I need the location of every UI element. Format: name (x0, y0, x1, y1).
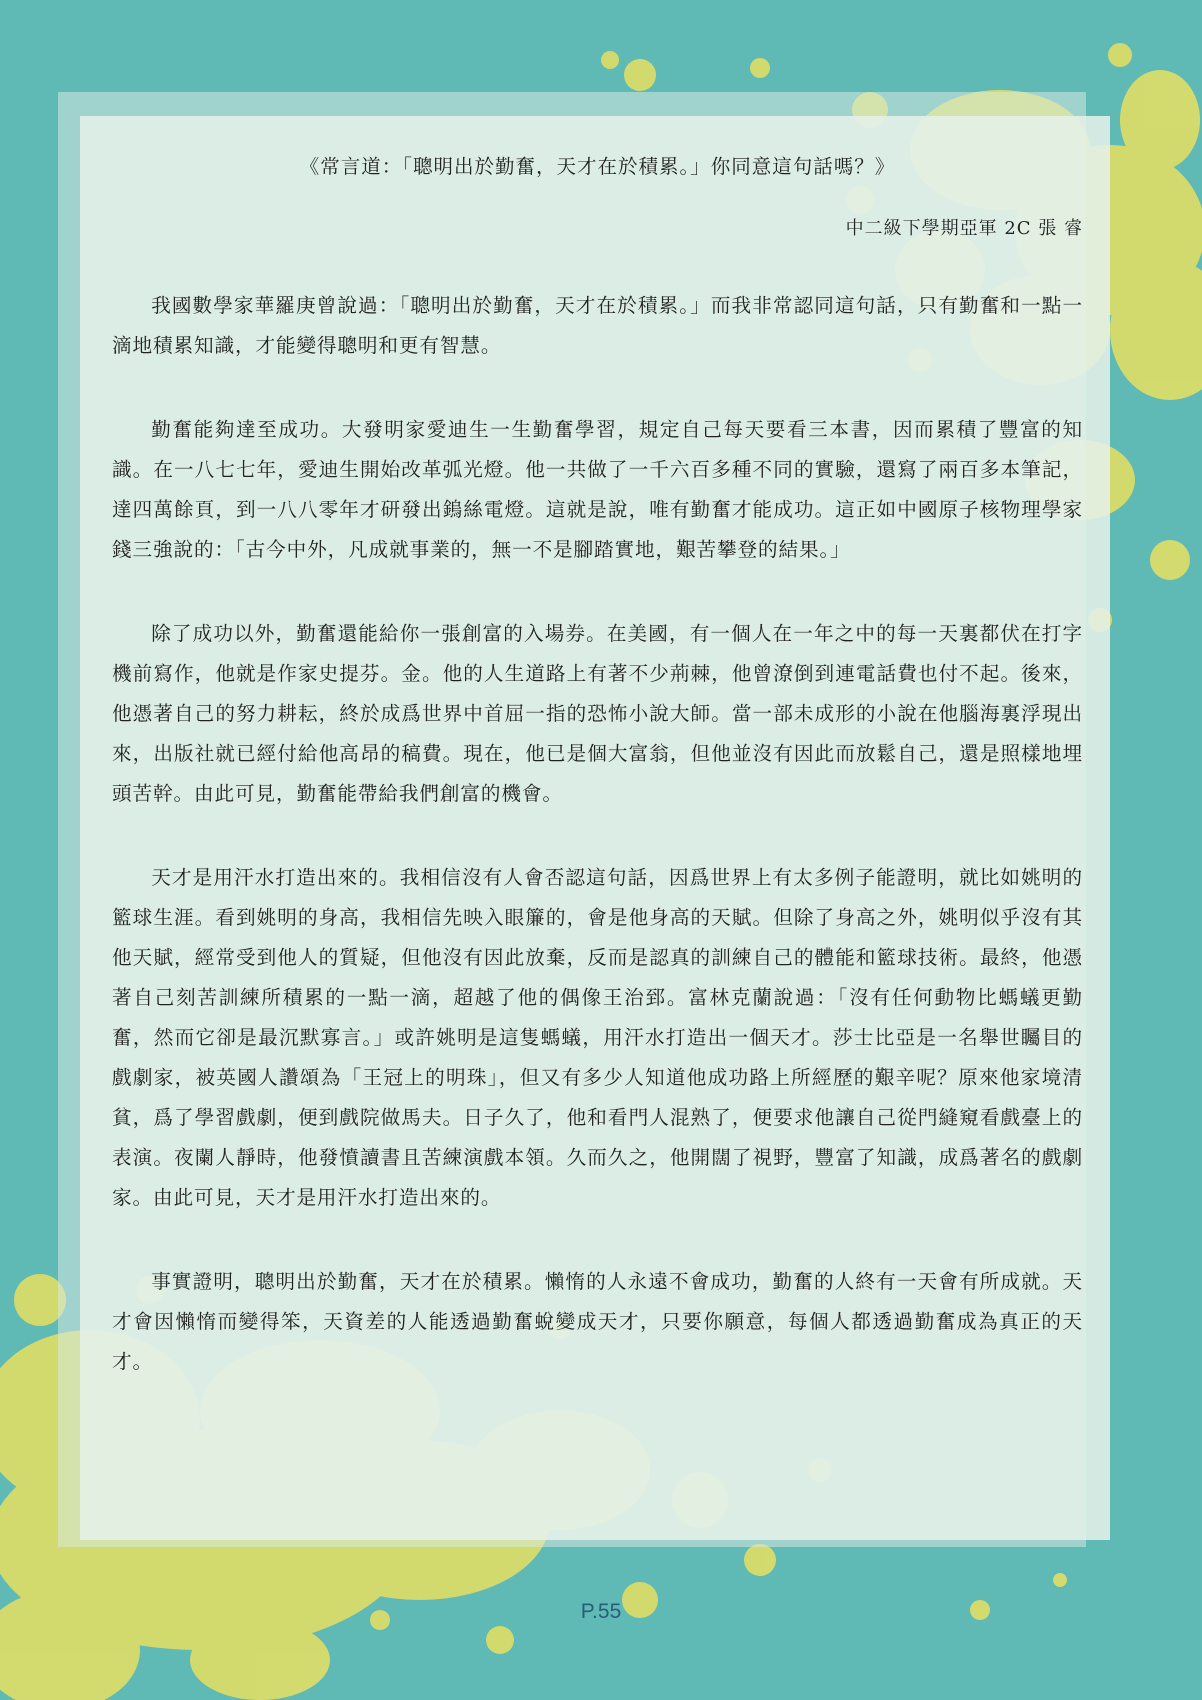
paragraph-1: 我國數學家華羅庚曾說過：「聰明出於勤奮，天才在於積累。」而我非常認同這句話，只有勤奮和一點一滴地積累知識，才能變得聰明和更有智慧。 (112, 294, 1083, 357)
paragraph-3: 除了成功以外，勤奮還能給你一張創富的入場券。在美國，有一個人在一年之中的每一天裏都伏在打字機前寫作，他就是作家史提芬。金。他的人生道路上有著不少荊棘，他曾潦倒到連電話費也付不起。後來，他憑著自己的努力耕耘，終於成爲世界中首屈一指的恐怖小說大師。當一部未成形的小說在他腦海裏浮現出來，出版社就已經付給他高昂的稿費。現在，他已是個大富翁，但他並沒有因此而放鬆自己，還是照樣地埋頭苦幹。由此可見，勤奮能帶給我們創富的機會。 (112, 622, 1083, 805)
page-number: P.55 (580, 1600, 622, 1623)
paragraph-2: 勤奮能夠達至成功。大發明家愛迪生一生勤奮學習，規定自己每天要看三本書，因而累積了豐富的知識。在一八七七年，愛迪生開始改革弧光燈。他一共做了一千六百多種不同的實驗，還寫了兩百多本筆記，達四萬餘頁，到一八八零年才研發出鎢絲電燈。這就是說，唯有勤奮才能成功。這正如中國原子核物理學家錢三強說的：「古今中外，凡成就事業的，無一不是腳踏實地，艱苦攀登的結果。」 (112, 418, 1083, 561)
article-panel (80, 116, 1110, 1540)
author-line: 中二級下學期亞軍 2C 張 睿 (845, 218, 1083, 239)
paragraph-5: 事實證明，聰明出於勤奮，天才在於積累。懶惰的人永遠不會成功，勤奮的人終有一天會有所成就。天才會因懶惰而變得笨，天資差的人能透過勤奮蛻變成天才，只要你願意，每個人都透過勤奮成為真正的天才。 (112, 1270, 1083, 1373)
paragraph-4: 天才是用汗水打造出來的。我相信沒有人會否認這句話，因爲世界上有太多例子能證明，就比如姚明的籃球生涯。看到姚明的身高，我相信先映入眼簾的，會是他身高的天賦。但除了身高之外，姚明似乎沒有其他天賦，經常受到他人的質疑，但他沒有因此放棄，反而是認真的訓練自己的體能和籃球技術。最終，他憑著自己刻苦訓練所積累的一點一滴，超越了他的偶像王治郅。富林克蘭說過：「沒有任何動物比螞蟻更勤奮，然而它卻是最沉默寡言。」或許姚明是這隻螞蟻，用汗水打造出一個天才。莎士比亞是一名舉世矚目的戲劇家，被英國人讚頌為「王冠上的明珠」，但又有多少人知道他成功路上所經歷的艱辛呢？原來他家境清貧，爲了學習戲劇，便到戲院做馬夫。日子久了，他和看門人混熟了，便要求他讓自己從門縫窺看戲臺上的表演。夜闌人靜時，他發憤讀書且苦練演戲本領。久而久之，他開闊了視野，豐富了知識，成爲著名的戲劇家。由此可見，天才是用汗水打造出來的。 (112, 866, 1083, 1209)
article-title: 《常言道：「聰明出於勤奮，天才在於積累。」你同意這句話嗎？》 (299, 155, 896, 178)
